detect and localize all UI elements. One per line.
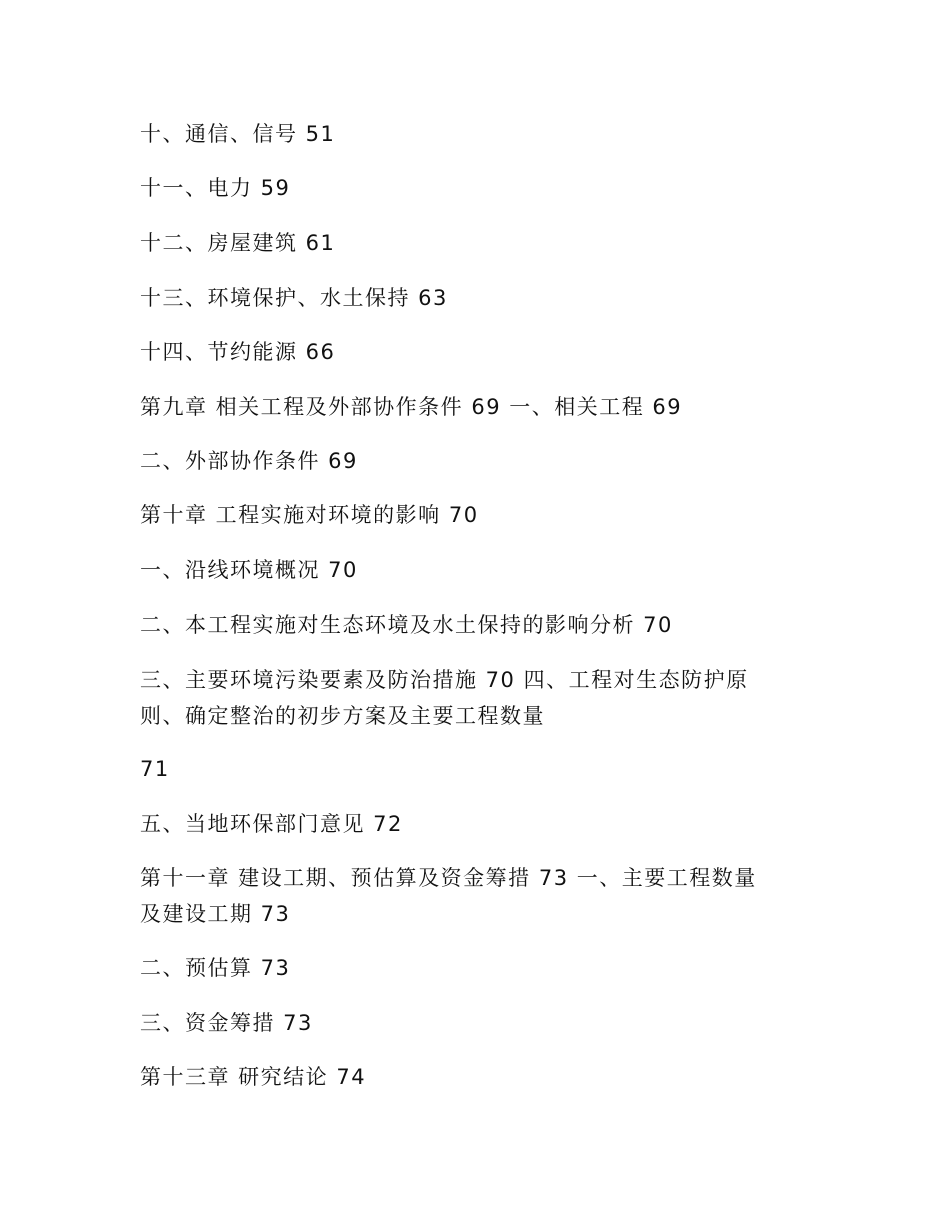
- toc-entry: 五、当地环保部门意见 72: [140, 812, 403, 836]
- toc-entry: 二、本工程实施对生态环境及水土保持的影响分析 70: [140, 613, 673, 637]
- toc-entry: 十四、节约能源 66: [140, 340, 336, 364]
- toc-chapter-heading: 第十三章 研究结论 74: [140, 1065, 367, 1089]
- toc-entry: 十、通信、信号 51: [140, 122, 336, 146]
- toc-entry: 十三、环境保护、水土保持 63: [140, 286, 448, 310]
- toc-chapter-heading: 第十一章 建设工期、预估算及资金筹措 73 一、主要工程数量: [140, 866, 757, 890]
- toc-chapter-heading: 第九章 相关工程及外部协作条件 69 一、相关工程 69: [140, 395, 683, 419]
- toc-entry: 二、预估算 73: [140, 956, 291, 980]
- toc-entry: 三、资金筹措 73: [140, 1011, 313, 1035]
- toc-entry: 二、外部协作条件 69: [140, 449, 358, 473]
- toc-entry: 十一、电力 59: [140, 176, 291, 200]
- toc-entry: 三、主要环境污染要素及防治措施 70 四、工程对生态防护原: [140, 668, 749, 692]
- toc-entry: 一、沿线环境概况 70: [140, 558, 358, 582]
- toc-entry-continuation: 则、确定整治的初步方案及主要工程数量: [140, 704, 545, 728]
- toc-page-number: 71: [140, 757, 170, 781]
- toc-entry-continuation: 及建设工期 73: [140, 902, 291, 926]
- toc-entry: 十二、房屋建筑 61: [140, 231, 336, 255]
- toc-chapter-heading: 第十章 工程实施对环境的影响 70: [140, 503, 479, 527]
